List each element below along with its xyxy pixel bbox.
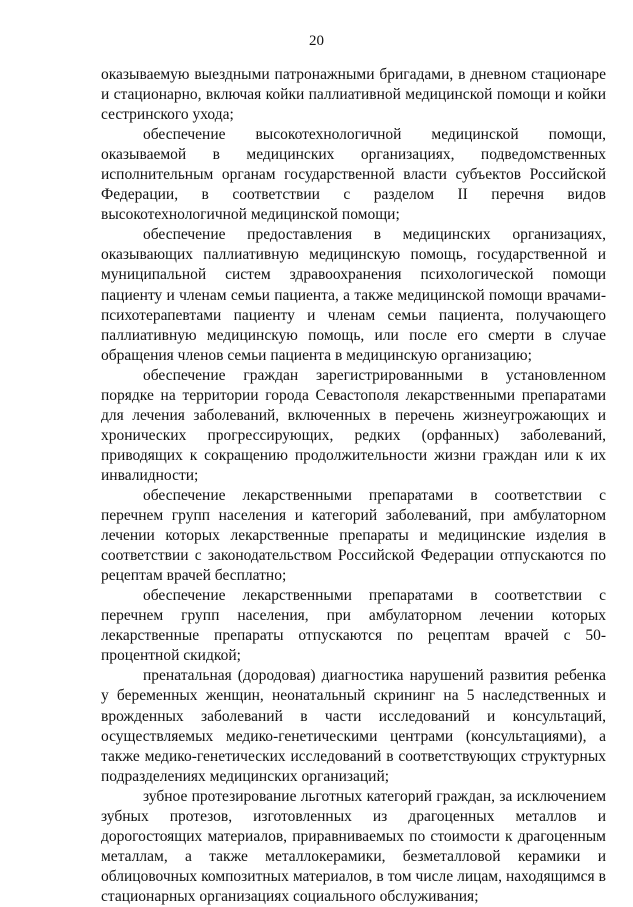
page-number: 20 xyxy=(309,33,324,49)
paragraph-discount-prescriptions: обеспечение лекарственными препаратами в соответствии с перечнем групп населения, при амбулаторном лечении которых лекарственные препараты отпускаются по рецептам врачей с 50-процентной скидкой; xyxy=(101,587,606,665)
paragraph-dental-prosthetics: зубное протезирование льготных категорий граждан, за исключением зубных протезов, изготовленных из драгоценных металлов и дорогостоящих материалов, приравниваемых по стоимости к драгоценным металлам, а также металлокерамики, безметалловой керамики и облицовочных композитных материалов, в том числе лицам, находящимся в стационарных организациях социального обслуживания; xyxy=(101,787,606,905)
paragraph-psychological-help: обеспечение предоставления в медицинских организациях, оказывающих паллиативную медицинскую помощь, государственной и муниципальной систем здравоохранения психологической помощи пациенту и членам семьи пациента, а также медицинской помощи врачами-психотерапевтами пациенту и членам семьи пациента, получающего паллиативную медицинскую помощь, или после его смерти в случае обращения членов семьи пациента в медицинскую организацию; xyxy=(101,226,606,364)
document-body xyxy=(101,65,606,907)
paragraph-free-prescriptions: обеспечение лекарственными препаратами в соответствии с перечнем групп населения и категорий заболеваний, при амбулаторном лечении которых лекарственные препараты и медицинские изделия в соответствии с законодательством Российской Федерации отпускаются по рецептам врачей бесплатно; xyxy=(101,486,606,585)
paragraph-prenatal-diagnostics: пренатальная (дородовая) диагностика нарушений развития ребенка у беременных женщин, неонатальный скрининг на 5 наследственных и врожденных заболеваний в части исследований и консультаций, осуществляемых медико-генетическими центрами (консультациями), а также медико-генетических исследований в соответствующих структурных подразделениях медицинских организаций; xyxy=(101,667,606,785)
paragraph-rare-diseases-drugs: обеспечение граждан зарегистрированными в установленном порядке на территории города Севастополя лекарственными препаратами для лечения заболеваний, включенных в перечень жизнеугрожающих и хронических прогрессирующих, редких (орфанных) заболеваний, приводящих к сокращению продолжительности жизни граждан или к их инвалидности; xyxy=(101,366,606,484)
paragraph-high-tech-care: обеспечение высокотехнологичной медицинской помощи, оказываемой в медицинских организациях, подведомственных исполнительным органам государственной власти субъектов Российской Федерации, в соответствии с разделом II перечня видов высокотехнологичной медицинской помощи; xyxy=(101,126,606,224)
paragraph-continuation: оказываемую выездными патронажными бригадами, в дневном стационаре и стационарно, включая койки паллиативной медицинской помощи и койки сестринского ухода; xyxy=(101,66,606,124)
